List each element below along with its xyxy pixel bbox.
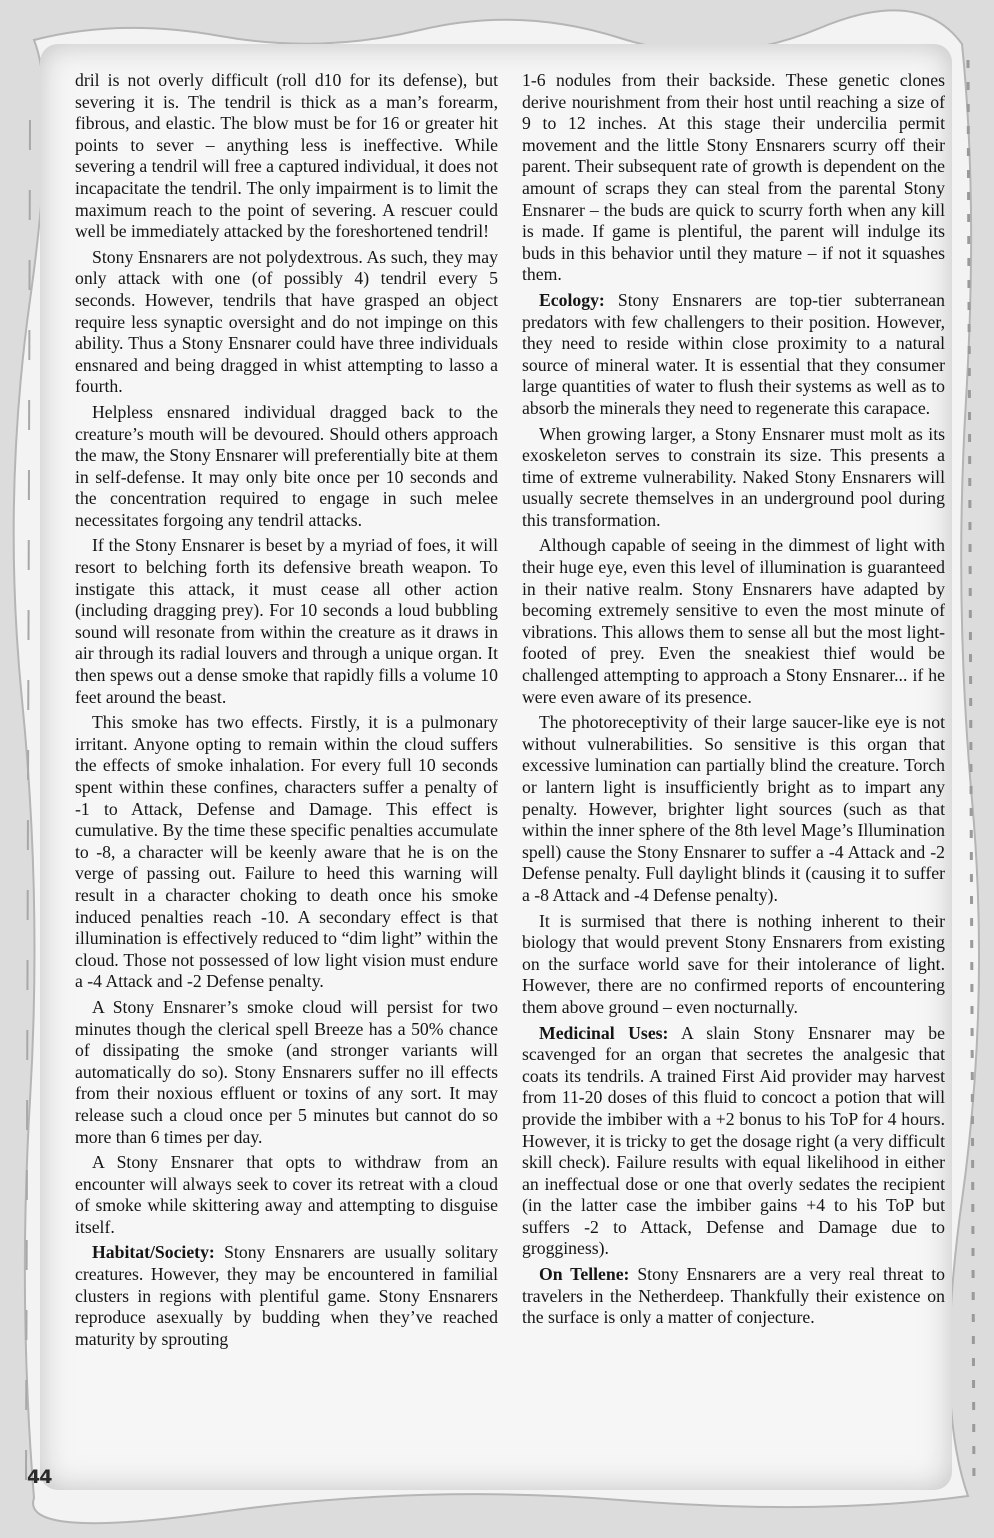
paragraph: [522, 535, 945, 708]
paragraph: [75, 70, 498, 243]
paragraph: [522, 1264, 945, 1329]
section-heading: Medicinal Uses:: [539, 1022, 669, 1043]
paragraph-text: This smoke has two effects. Firstly, it is a pulmonary irritant. Anyone opting to remain within the cloud suffers the effects of smoke inhalation. For every full 10 seconds spent within these confines, characters suffer a penalty of -1 to Attack, Defense and Damage. This effect is cumulative. By the time these specific penalties accumulate to -8, a character will be keenly aware that he is on the verge of passing out. Failure to heed this warning will result in a character choking to death once his smoke induced penalties reach -10. A secondary effect is that illumination is effectively reduced to “dim light” within the cloud. Those not possessed of low light vision must endure a -4 Attack and -2 Defense penalty.: [75, 712, 498, 992]
paragraph: [75, 247, 498, 398]
right-column: [522, 70, 945, 1462]
paragraph-text: A slain Stony Ensnarer may be scavenged for an organ that secretes the analgesic that coats its tendrils. A trained First Aid provider may harvest from 11-20 doses of this fluid to concoct a potion that will provide the imbiber with a +2 bonus to his ToP for 4 hours. However, it is tricky to get the dosage right (a very difficult skill check). Failure results with equal likelihood in either an ineffectual dose or one that overly sedates the recipient (in the latter case the imbiber gains +4 to his ToP but suffers -2 to Attack, Defense and Damage due to grogginess).: [522, 1022, 945, 1259]
paragraph-text: A Stony Ensnarer’s smoke cloud will persist for two minutes though the clerical spell Breeze has a 50% chance of dissipating the smoke (and stronger variants will automatically do so). Stony Ensnarers suffer no ill effects from their noxious effluent or toxins of any sort. It may release such a cloud once per 5 minutes but cannot do so more than 6 times per day.: [75, 996, 498, 1147]
section-heading: On Tellene:: [539, 1264, 630, 1285]
paragraph: [522, 911, 945, 1019]
left-column: [75, 70, 498, 1462]
paragraph-text: If the Stony Ensnarer is beset by a myriad of foes, it will resort to belching forth its defensive breath weapon. To instigate this attack, it must cease all other action (including dragging prey). For 10 seconds a loud bubbling sound will resonate from within the creature as it draws in air through its radial louvers and through a unique organ. It then spews out a dense smoke that rapidly fills a volume 10 feet around the beast.: [75, 535, 498, 707]
paragraph: [522, 424, 945, 532]
paragraph: [522, 70, 945, 286]
paragraph: [75, 1152, 498, 1238]
section-heading: Habitat/Society:: [92, 1242, 215, 1263]
paragraph-text: Stony Ensnarers are not polydextrous. As such, they may only attack with one (of possibly 4) tendril every 5 seconds. However, tendrils that have grasped an object require less synaptic oversight and do not impinge on this ability. Thus a Stony Ensnarer could have three individuals ensnared and being dragged in whist attempting to lasso a fourth.: [75, 246, 498, 397]
paragraph: [522, 712, 945, 906]
paragraph: [75, 1242, 498, 1350]
paragraph-text: A Stony Ensnarer that opts to withdraw from an encounter will always seek to cover its retreat with a cloud of smoke while skittering away and attempting to disguise itself.: [75, 1152, 498, 1237]
paragraph-text: Stony Ensnarers are a very real threat to travelers in the Netherdeep. Thankfully their existence on the surface is only a matter of conjecture.: [522, 1264, 945, 1328]
paragraph-text: It is surmised that there is nothing inherent to their biology that would prevent Stony Ensnarers from existing on the surface world save for their intolerance of light. However, there are no confirmed reports of encountering them above ground – even nocturnally.: [522, 910, 945, 1017]
paragraph-text: Although capable of seeing in the dimmest of light with their huge eye, even this level of illumination is guaranteed in their native realm. Stony Ensnarers have adapted by becoming extremely sensitive to even the most minute of vibrations. This allows them to sense all but the most light-footed of prey. Even the sneakiest thief would be challenged attempting to approach a Stony Ensnarer... if he were even aware of its presence.: [522, 535, 945, 707]
paragraph: [522, 1023, 945, 1261]
section-heading: Ecology:: [539, 289, 605, 310]
text-columns: [75, 70, 945, 1462]
paragraph: [75, 712, 498, 993]
paragraph-text: Helpless ensnared individual dragged back to the creature’s mouth will be devoured. Should others approach the maw, the Stony Ensnarer will preferentially bite at them in self-defense. It may only bite once per 10 seconds and the concentration required to engage in such melee necessitates forgoing any tendril attacks.: [75, 401, 498, 530]
page-number: 44: [27, 1466, 52, 1488]
paragraph-text: When growing larger, a Stony Ensnarer must molt as its exoskeleton serves to constrain its size. This presents a time of extreme vulnerability. Naked Stony Ensnarers will usually secrete themselves in an underground pool during this transformation.: [522, 423, 945, 530]
paragraph: [75, 402, 498, 532]
paragraph-text: Stony Ensnarers are usually solitary creatures. However, they may be encountered in familial clusters in regions with plentiful game. Stony Ensnarers reproduce asexually by budding when they’ve reached maturity by sprouting: [75, 1242, 498, 1349]
paragraph-text: dril is not overly difficult (roll d10 for its defense), but severing it is. The tendril is thick as a man’s forearm, fibrous, and elastic. The blow must be for 16 or greater hit points to sever – anything less is ineffective. While severing a tendril will free a captured individual, it does not incapacitate the tendril. The only impairment is to limit the maximum reach to the point of severing. A rescuer could well be immediately attacked by the foreshortened tendril!: [75, 70, 498, 242]
paragraph-text: Stony Ensnarers are top-tier subterranean predators with few challengers to their position. However, they need to reside within close proximity to a natural source of mineral water. It is essential that they consumer large quantities of water to flush their systems as well as to absorb the minerals they need to regenerate this carapace.: [522, 289, 945, 418]
paragraph: [75, 997, 498, 1148]
paragraph: [75, 535, 498, 708]
paragraph-text: 1-6 nodules from their backside. These genetic clones derive nourishment from their host until reaching a size of 9 to 12 inches. At this stage their undercilia permit movement and the little Stony Ensnarers scurry off their parent. Their subsequent rate of growth is dependent on the amount of scraps they can steal from the parental Stony Ensnarer – the buds are quick to scurry forth when any kill is made. If game is plentiful, the parent will indulge its buds in this behavior until they mature – if not it squashes them.: [522, 70, 945, 285]
paragraph-text: The photoreceptivity of their large saucer-like eye is not without vulnerabilities. So sensitive is this organ that excessive lumination can partially blind the creature. Torch or lantern light is insufficiently bright as to impart any penalty. However, brighter light sources (such as that within the inner sphere of the 8th level Mage’s Illumination spell) cause the Stony Ensnarer to suffer a -4 Attack and -2 Defense penalty. Full daylight blinds it (causing it to suffer a -8 Attack and -4 Defense penalty).: [522, 712, 945, 905]
paragraph: [522, 290, 945, 420]
